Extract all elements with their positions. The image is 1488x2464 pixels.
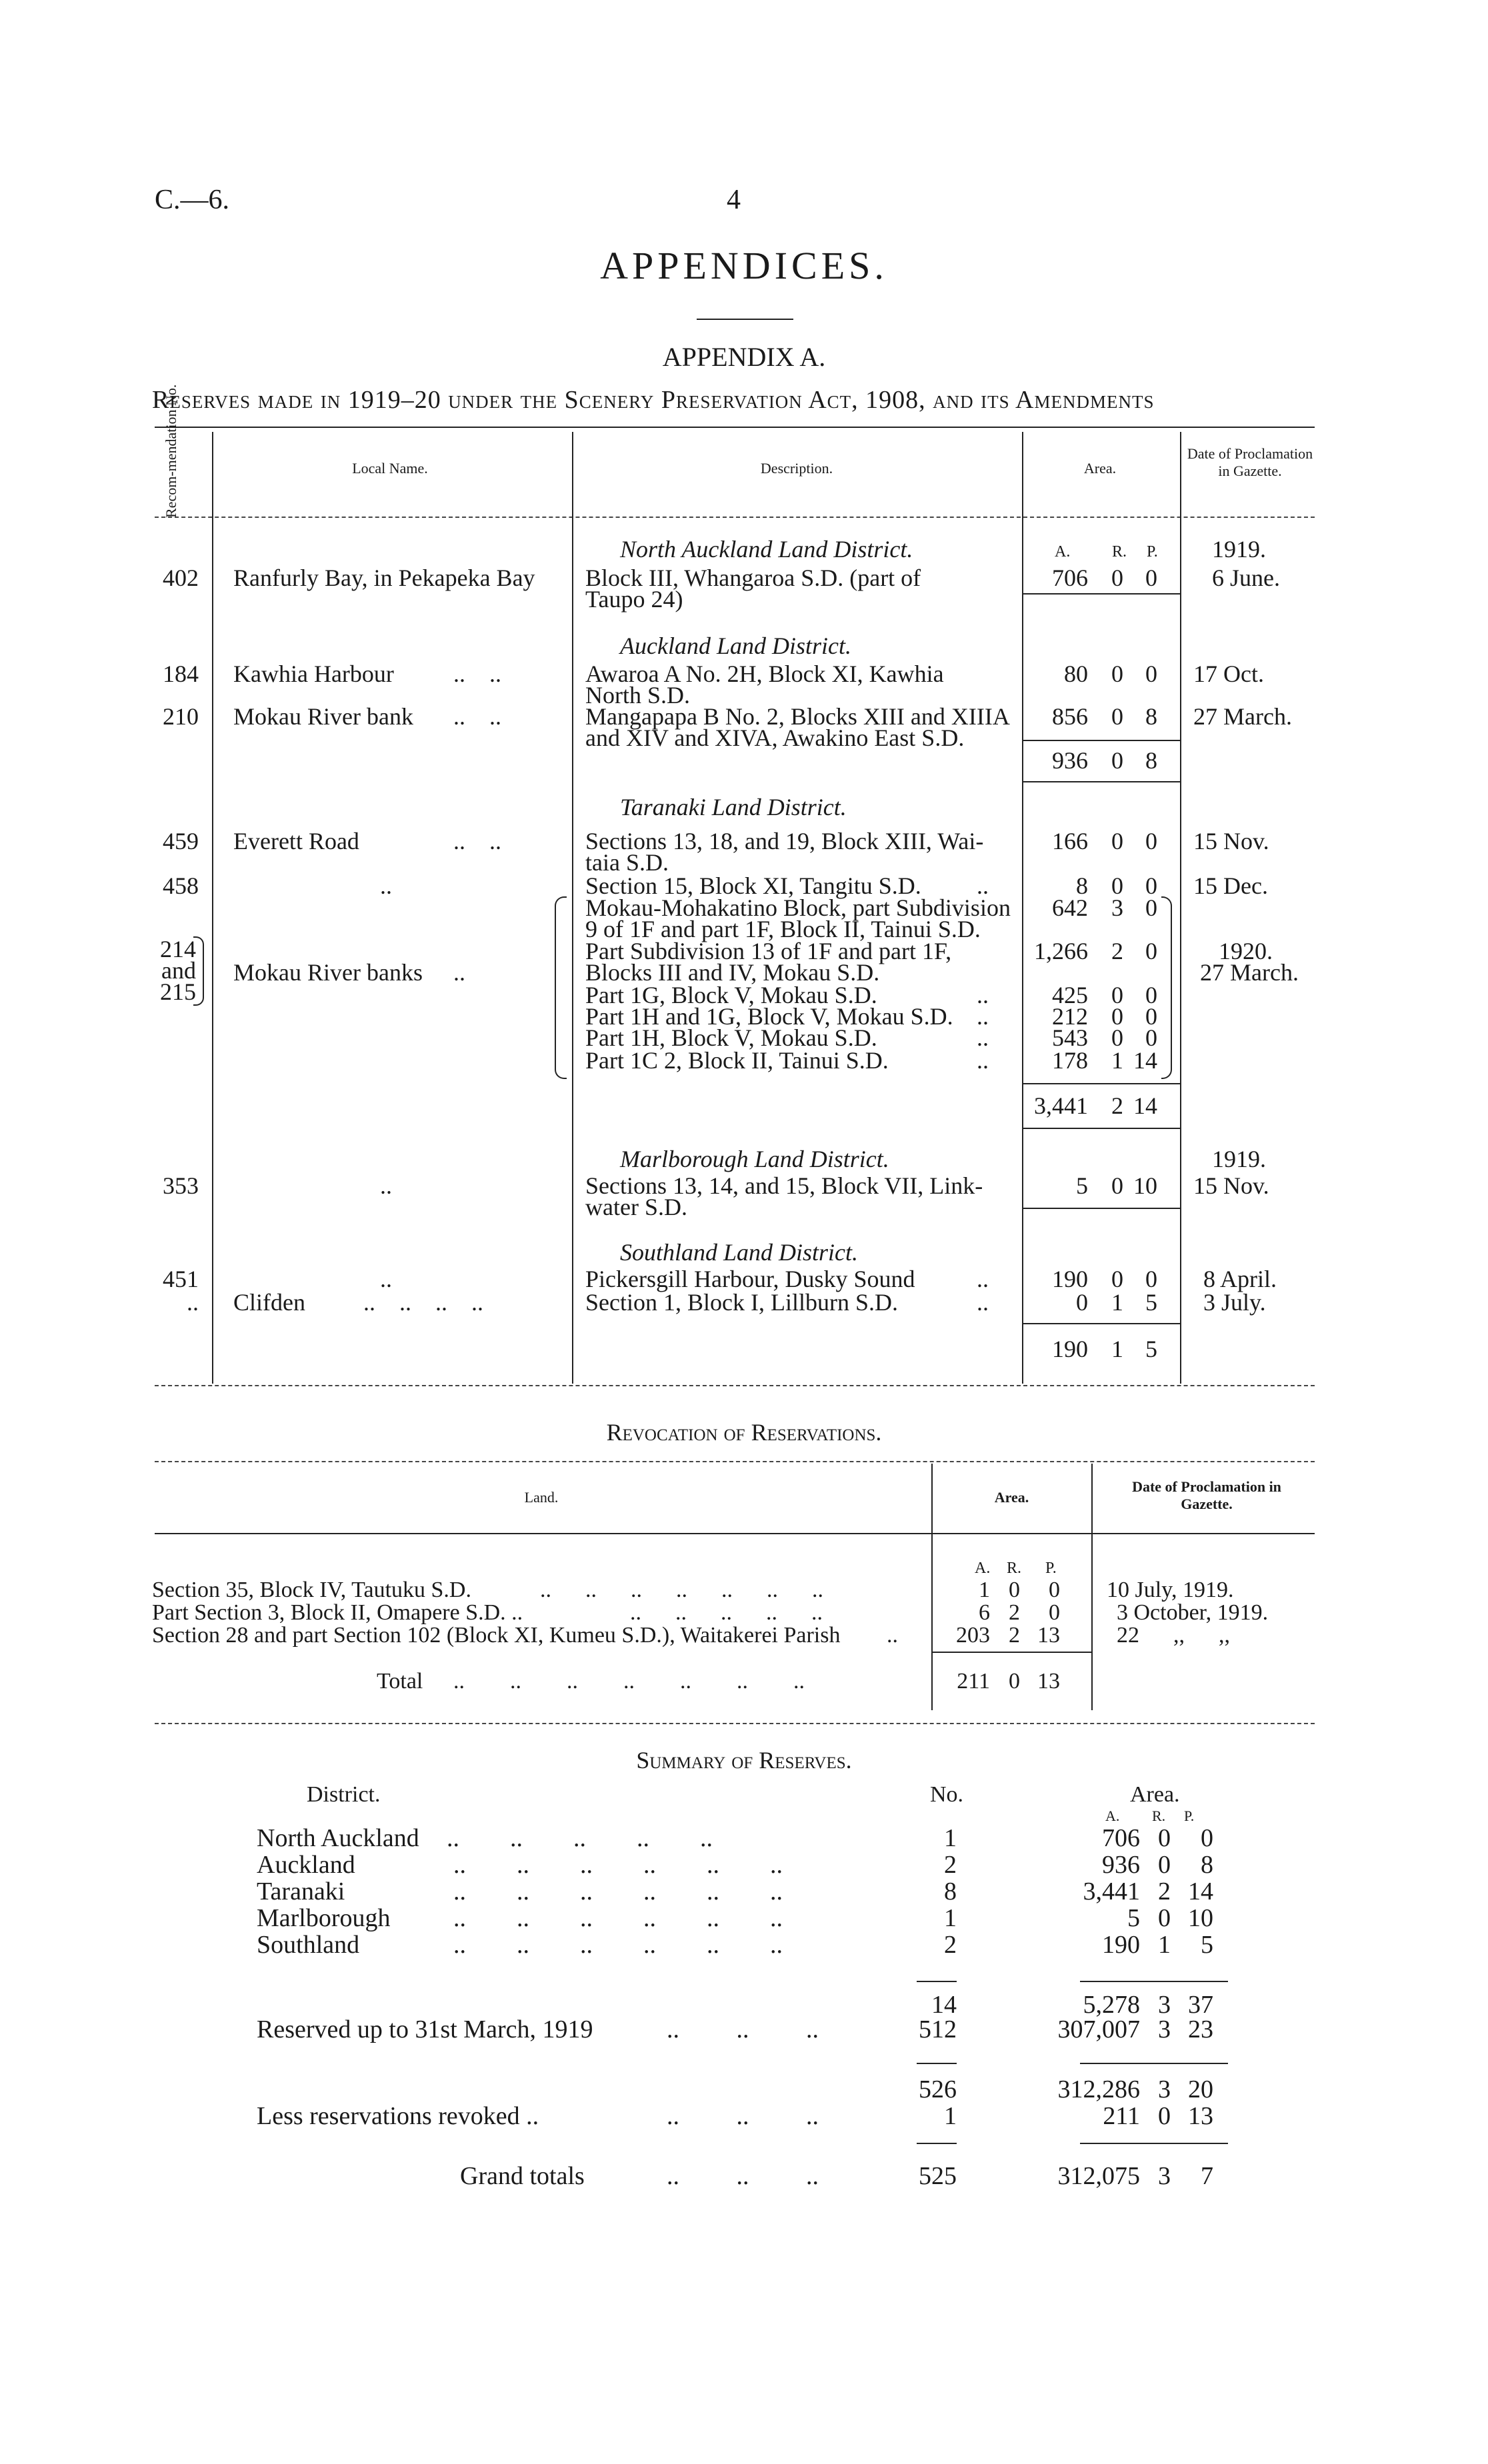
desc-brace: [555, 896, 567, 1079]
area-p: 13: [1037, 1623, 1060, 1648]
district-heading: Southland Land District.: [620, 1239, 859, 1266]
area-p: 5: [1145, 1289, 1157, 1316]
col-header-land: Land.: [524, 1489, 559, 1506]
area-a: 203: [956, 1623, 990, 1648]
area-rule: [1022, 593, 1180, 595]
proclamation-date: 15 Dec.: [1193, 872, 1268, 899]
col-header-area: Area.: [994, 1489, 1029, 1506]
area-rule: [1022, 781, 1180, 782]
description: Part 1G, Block V, Mokau S.D.: [585, 982, 877, 1008]
year-label: 1920.: [1219, 938, 1273, 964]
rec-no: 210: [163, 703, 199, 730]
leader-dots: ..: [977, 982, 989, 1008]
appendix-caption: Reserves made in 1919–20 under the Scenery Preservation Act, 1908, and its Amendments: [152, 386, 1155, 414]
area-p: 0: [1145, 982, 1157, 1008]
rec-no: ..: [187, 1289, 199, 1316]
proclamation-date: 10 July, 1919.: [1107, 1578, 1234, 1602]
area-r: 1: [1111, 1289, 1123, 1316]
area-r: 2: [1009, 1623, 1020, 1648]
col-rule: [931, 1464, 933, 1710]
description-cont: 9 of 1F and part 1F, Block II, Tainui S.D.: [585, 916, 981, 942]
area-p: 0: [1145, 660, 1157, 687]
area-r: 2: [1158, 1877, 1171, 1905]
no-rule: [917, 2063, 957, 2064]
area-a: 212: [1052, 1003, 1088, 1030]
area-p: 8: [1145, 703, 1157, 730]
area-a: 166: [1052, 828, 1088, 854]
area-r: 2: [1111, 938, 1123, 964]
description-cont: Blocks III and IV, Mokau S.D.: [585, 959, 880, 986]
leader-dots: .. .. .. .. .. .. ..: [453, 1669, 805, 1694]
description-cont: North S.D.: [585, 682, 691, 708]
col-rule-1: [212, 432, 213, 1384]
area-a: 80: [1064, 660, 1088, 687]
col-header-rec: Recom-mendation No.: [163, 384, 179, 518]
table-top-rule: [155, 427, 1315, 428]
leader-dots: ..: [887, 1623, 898, 1648]
reserve-count: 1: [944, 1824, 957, 1852]
description: Part 1H and 1G, Block V, Mokau S.D.: [585, 1003, 953, 1030]
description: Sections 13, 14, and 15, Block VII, Link-: [585, 1172, 983, 1199]
rec-no: 459: [163, 828, 199, 854]
district-heading: Taranaki Land District.: [620, 794, 847, 820]
local-name: Mokau River bank: [233, 703, 413, 730]
area-r: 0: [1111, 660, 1123, 687]
area-r: 0: [1111, 828, 1123, 854]
area-a: 5: [1127, 1904, 1140, 1932]
area-p: 10: [1188, 1904, 1213, 1932]
area-p: 0: [1049, 1600, 1060, 1625]
description: Block III, Whangaroa S.D. (part of: [585, 565, 921, 591]
leader-dots: .. .. .. .. .. .. ..: [540, 1578, 823, 1602]
table-header-rule: [155, 1533, 1315, 1534]
col-rule-3: [1022, 432, 1023, 1384]
area-r: 0: [1111, 1172, 1123, 1199]
area-p: 0: [1145, 1003, 1157, 1030]
area-a: 936: [1102, 1851, 1140, 1879]
proclamation-date: 17 Oct.: [1193, 660, 1264, 687]
col-header-no: No.: [930, 1782, 964, 1807]
leader-dots: ..: [977, 1266, 989, 1292]
local-name: Everett Road: [233, 828, 359, 854]
area-r: 0: [1009, 1578, 1020, 1602]
page-title: APPENDICES.: [600, 244, 888, 287]
area-r: 0: [1009, 1669, 1020, 1694]
area-r: 0: [1111, 1266, 1123, 1292]
reserve-count: 2: [944, 1851, 957, 1879]
area-p: 14: [1188, 1877, 1213, 1905]
area-a: 1,266: [1034, 938, 1088, 964]
area-a: 178: [1052, 1047, 1088, 1074]
area-a: 425: [1052, 982, 1088, 1008]
district-name: Marlborough: [257, 1904, 391, 1932]
area-r: 0: [1158, 1904, 1171, 1932]
leader-dots: .. .. .. .. ..: [630, 1600, 823, 1625]
leader-dots: .. .. .. ..: [363, 1289, 483, 1316]
area-rule: [1080, 2063, 1228, 2064]
leader-dots: .. .. .. .. .. ..: [453, 1904, 783, 1932]
col-rule: [1091, 1464, 1093, 1710]
area-p: 0: [1049, 1578, 1060, 1602]
rec-no: 353: [163, 1172, 199, 1199]
area-rule: [1022, 1208, 1180, 1209]
leader-dots: ..: [977, 1003, 989, 1030]
local-name: ..: [380, 872, 392, 899]
area-p: 0: [1201, 1824, 1213, 1852]
district-name: Auckland: [257, 1851, 355, 1879]
local-name: ..: [380, 1266, 392, 1292]
area-brace: [1161, 896, 1172, 1079]
year-label: 1919.: [1212, 1146, 1266, 1172]
area-r: 0: [1111, 703, 1123, 730]
area-p: 0: [1145, 872, 1157, 899]
land: Section 28 and part Section 102 (Block XI, Kumeu S.D.), Waitakerei Parish: [152, 1623, 841, 1648]
area-a: 6: [979, 1600, 990, 1625]
district-name: North Auckland: [257, 1824, 419, 1852]
description-cont: and XIV and XIVA, Awakino East S.D.: [585, 724, 965, 751]
title-rule: [697, 319, 793, 320]
area-p: 13: [1037, 1669, 1060, 1694]
local-name: Clifden: [233, 1289, 305, 1316]
col-header-local: Local Name.: [352, 460, 428, 477]
district-name: Taranaki: [257, 1877, 345, 1905]
leader-dots: .. .. .. .. .. ..: [453, 1851, 783, 1879]
area-p: 0: [1145, 1266, 1157, 1292]
area-rule: [1080, 1981, 1228, 1982]
description: Part 1H, Block V, Mokau S.D.: [585, 1024, 877, 1051]
description: Sections 13, 18, and 19, Block XIII, Wai-: [585, 828, 984, 854]
leader-dots: .. .. ..: [667, 2162, 819, 2190]
revocation-title: Revocation of Reservations.: [606, 1419, 882, 1446]
area-r: 0: [1111, 565, 1123, 591]
area-p: 10: [1133, 1172, 1157, 1199]
area-p: 0: [1145, 565, 1157, 591]
col-header-date: Date of Proclamation in Gazette.: [1132, 1478, 1281, 1512]
area-r: 0: [1158, 1851, 1171, 1879]
reserve-count: 8: [944, 1877, 957, 1905]
leader-dots: .. .. .. .. .. ..: [453, 1931, 783, 1959]
proclamation-date: 15 Nov.: [1193, 1172, 1269, 1199]
col-header-area: Area.: [1130, 1782, 1180, 1807]
description: Section 15, Block XI, Tangitu S.D.: [585, 872, 921, 899]
description: Mokau-Mohakatino Block, part Subdivision: [585, 894, 1011, 921]
area-r: 3: [1111, 894, 1123, 921]
area-p: 0: [1145, 828, 1157, 854]
description: Mangapapa B No. 2, Blocks XIII and XIIIA: [585, 703, 1010, 730]
year-label: 1919.: [1212, 536, 1266, 563]
no-rule: [917, 1981, 957, 1982]
area-a: 211: [957, 1669, 990, 1694]
description: Part Subdivision 13 of 1F and part 1F,: [585, 938, 952, 964]
appendix-label: APPENDIX A.: [662, 342, 826, 372]
leader-dots: .. ..: [453, 828, 501, 854]
area-p: 14: [1133, 1047, 1157, 1074]
area-a: 543: [1052, 1024, 1088, 1051]
reserve-count: 2: [944, 1931, 957, 1959]
area-rule: [1022, 1323, 1180, 1324]
proclamation-date: 15 Nov.: [1193, 828, 1269, 854]
description-cont: water S.D.: [585, 1194, 687, 1220]
area-r: 0: [1111, 872, 1123, 899]
rec-no: 458: [163, 872, 199, 899]
table-bottom-rule: [155, 1385, 1315, 1386]
leader-dots: ..: [453, 959, 465, 986]
col-rule-2: [572, 432, 573, 1384]
description: Awaroa A No. 2H, Block XI, Kawhia: [585, 660, 944, 687]
local-name: Mokau River banks: [233, 959, 423, 986]
col-header-district: District.: [307, 1782, 381, 1807]
rec-no: 402: [163, 565, 199, 591]
table-bottom-rule: [155, 1723, 1315, 1724]
district-heading: Marlborough Land District.: [620, 1146, 889, 1172]
district-heading: North Auckland Land District.: [620, 536, 913, 563]
area-a: 190: [1102, 1931, 1140, 1959]
area-r: 0: [1111, 1024, 1123, 1051]
total-label: Total: [377, 1669, 423, 1694]
rec-no: 451: [163, 1266, 199, 1292]
leader-dots: .. .. .. .. ..: [447, 1824, 713, 1852]
proclamation-date: 6 June.: [1212, 565, 1280, 591]
proclamation-date: 27 March.: [1200, 959, 1299, 986]
district-name: Southland: [257, 1931, 360, 1959]
area-r: 0: [1158, 1824, 1171, 1852]
leader-dots: .. .. ..: [667, 2015, 819, 2043]
proclamation-date: 8 April.: [1203, 1266, 1277, 1292]
rec-brace: [193, 936, 204, 1006]
no-rule: [917, 2143, 957, 2144]
leader-dots: .. .. .. .. .. ..: [453, 1877, 783, 1905]
area-a: 706: [1102, 1824, 1140, 1852]
local-name: Ranfurly Bay, in Pekapeka Bay: [233, 565, 535, 591]
leader-dots: ..: [977, 872, 989, 899]
col-header-desc: Description.: [760, 460, 833, 477]
local-name: ..: [380, 1172, 392, 1199]
area-a: 856: [1052, 703, 1088, 730]
description: Pickersgill Harbour, Dusky Sound: [585, 1266, 915, 1292]
proclamation-date: 3 October, 1919.: [1117, 1600, 1269, 1625]
area-a: 0: [1076, 1289, 1088, 1316]
proclamation-date: 3 July.: [1203, 1289, 1266, 1316]
area-a: 8: [1076, 872, 1088, 899]
area-a: 642: [1052, 894, 1088, 921]
col-rule-4: [1180, 432, 1181, 1384]
leader-dots: ..: [977, 1047, 989, 1074]
area-p: 0: [1145, 1024, 1157, 1051]
leader-dots: ..: [977, 1289, 989, 1316]
rec-no: 214 and 215: [160, 936, 196, 1005]
area-a: 3,441: [1083, 1877, 1140, 1905]
area-a: 190: [1052, 1266, 1088, 1292]
table-header-rule: [155, 517, 1315, 518]
area-r: 0: [1111, 982, 1123, 1008]
page-code: C.—6.: [155, 185, 230, 215]
description-cont: Taupo 24): [585, 586, 683, 613]
local-name: Kawhia Harbour: [233, 660, 394, 687]
leader-dots: ..: [977, 1024, 989, 1051]
area-rule: [1022, 1083, 1180, 1084]
rec-no: 184: [163, 660, 199, 687]
land: Part Section 3, Block II, Omapere S.D. ..: [152, 1600, 523, 1625]
area-r: 2: [1009, 1600, 1020, 1625]
proclamation-date: 27 March.: [1193, 703, 1292, 730]
area-rule: [1080, 2143, 1228, 2144]
district-heading: Auckland Land District.: [620, 632, 851, 659]
area-rule: [1022, 740, 1180, 741]
reserve-count: 1: [944, 1904, 957, 1932]
area-p: 8: [1201, 1851, 1213, 1879]
col-header-date: Date of Proclamation in Gazette.: [1187, 445, 1313, 479]
land: Section 35, Block IV, Tautuku S.D.: [152, 1578, 471, 1602]
page-number: 4: [727, 185, 741, 215]
description-cont: taia S.D.: [585, 849, 669, 876]
area-r: 1: [1158, 1931, 1171, 1959]
description: Section 1, Block I, Lillburn S.D.: [585, 1289, 898, 1316]
area-a: 5: [1076, 1172, 1088, 1199]
area-a: 1: [979, 1578, 990, 1602]
area-p: 5: [1201, 1931, 1213, 1959]
area-p: 0: [1145, 938, 1157, 964]
area-rule: [1022, 1128, 1180, 1129]
area-r: 0: [1111, 1003, 1123, 1030]
leader-dots: .. ..: [453, 660, 501, 687]
description: Part 1C 2, Block II, Tainui S.D.: [585, 1047, 889, 1074]
table-top-rule: [155, 1461, 1315, 1462]
area-a: 706: [1052, 565, 1088, 591]
area-rule: [931, 1652, 1091, 1653]
area-p: 0: [1145, 894, 1157, 921]
leader-dots: .. .. ..: [667, 2102, 819, 2130]
leader-dots: .. ..: [453, 703, 501, 730]
area-r: 1: [1111, 1047, 1123, 1074]
summary-title: Summary of Reserves.: [636, 1747, 852, 1774]
col-header-area: Area.: [1083, 460, 1117, 477]
proclamation-date: 22 ,, ,,: [1117, 1623, 1230, 1648]
